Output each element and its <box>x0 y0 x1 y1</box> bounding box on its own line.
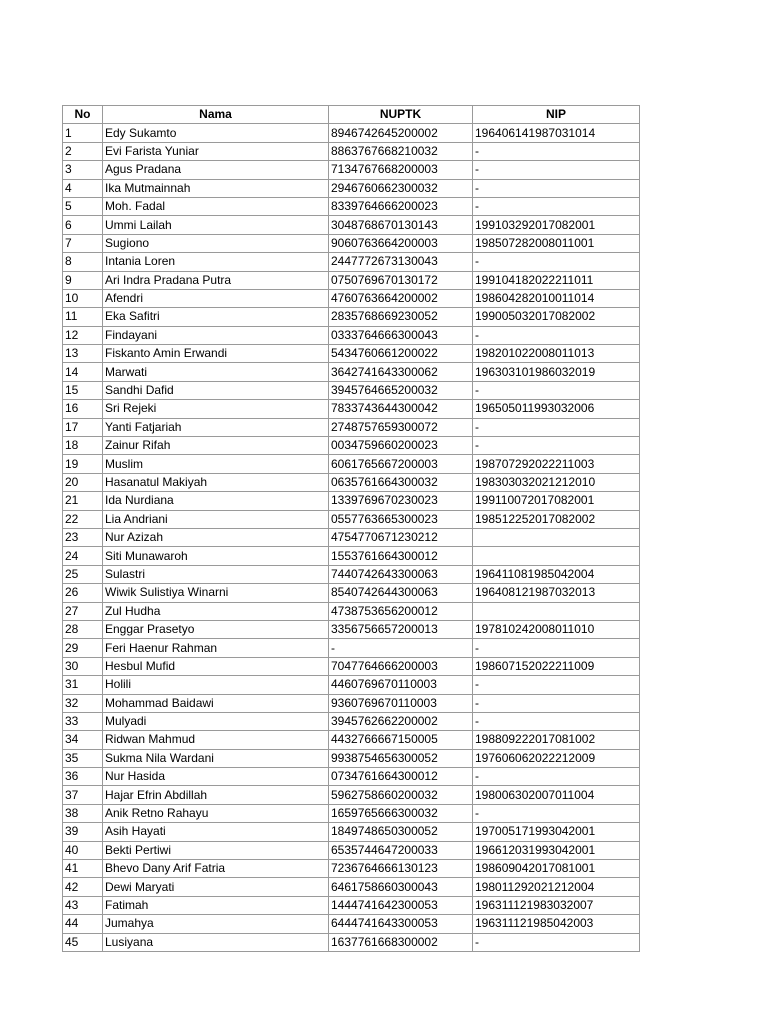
table-row <box>63 437 640 455</box>
table-row <box>63 878 640 896</box>
cell-no: 13 <box>63 345 103 363</box>
table-row <box>63 197 640 215</box>
cell-no: 15 <box>63 381 103 399</box>
cell-nip: 199103292017082001 <box>473 216 640 234</box>
cell-no: 24 <box>63 547 103 565</box>
cell-nuptk: 7236764666130123 <box>329 860 473 878</box>
table-row <box>63 179 640 197</box>
cell-nama: Sri Rejeki <box>103 400 329 418</box>
cell-no: 40 <box>63 841 103 859</box>
cell-nama: Marwati <box>103 363 329 381</box>
cell-nuptk: 0557763665300023 <box>329 510 473 528</box>
cell-nuptk: 0333764666300043 <box>329 326 473 344</box>
cell-no: 7 <box>63 234 103 252</box>
cell-nip: - <box>473 712 640 730</box>
cell-nuptk: 8339764666200023 <box>329 197 473 215</box>
cell-nip: - <box>473 326 640 344</box>
cell-nip: - <box>473 418 640 436</box>
cell-nip: 196311121985042003 <box>473 915 640 933</box>
table-row <box>63 749 640 767</box>
cell-nuptk: 1444741642300053 <box>329 896 473 914</box>
cell-nama: Mulyadi <box>103 712 329 730</box>
cell-no: 17 <box>63 418 103 436</box>
cell-nama: Agus Pradana <box>103 161 329 179</box>
cell-nip: 196408121987032013 <box>473 584 640 602</box>
table-row <box>63 860 640 878</box>
table-row <box>63 381 640 399</box>
cell-nip: - <box>473 437 640 455</box>
cell-nama: Fatimah <box>103 896 329 914</box>
cell-nuptk: 3642741643300062 <box>329 363 473 381</box>
cell-nip: 196505011993032006 <box>473 400 640 418</box>
cell-no: 36 <box>63 768 103 786</box>
cell-nuptk: 8863767668210032 <box>329 142 473 160</box>
cell-nip: - <box>473 694 640 712</box>
table-row <box>63 547 640 565</box>
cell-no: 9 <box>63 271 103 289</box>
table-row <box>63 657 640 675</box>
table-row <box>63 933 640 951</box>
cell-no: 28 <box>63 620 103 638</box>
cell-no: 22 <box>63 510 103 528</box>
table-row <box>63 161 640 179</box>
cell-nama: Lia Andriani <box>103 510 329 528</box>
cell-nuptk: 5434760661200022 <box>329 345 473 363</box>
cell-nip: 198303032021212010 <box>473 473 640 491</box>
cell-nama: Asih Hayati <box>103 823 329 841</box>
cell-no: 3 <box>63 161 103 179</box>
cell-nuptk: 6444741643300053 <box>329 915 473 933</box>
table-row <box>63 584 640 602</box>
table-row <box>63 620 640 638</box>
cell-nuptk: 2447772673130043 <box>329 253 473 271</box>
table-row <box>63 234 640 252</box>
cell-no: 23 <box>63 528 103 546</box>
cell-nama: Nur Hasida <box>103 768 329 786</box>
cell-nama: Eka Safitri <box>103 308 329 326</box>
table-row <box>63 639 640 657</box>
table-row <box>63 253 640 271</box>
cell-no: 16 <box>63 400 103 418</box>
cell-no: 19 <box>63 455 103 473</box>
cell-no: 5 <box>63 197 103 215</box>
cell-nuptk: 1849748650300052 <box>329 823 473 841</box>
cell-nama: Evi Farista Yuniar <box>103 142 329 160</box>
cell-nuptk: 3945764665200032 <box>329 381 473 399</box>
cell-nuptk: 8540742644300063 <box>329 584 473 602</box>
cell-nip <box>473 547 640 565</box>
cell-nama: Siti Munawaroh <box>103 547 329 565</box>
table-row <box>63 804 640 822</box>
cell-nip: - <box>473 142 640 160</box>
cell-nama: Afendri <box>103 289 329 307</box>
cell-nuptk: 9938754656300052 <box>329 749 473 767</box>
cell-nip: 199110072017082001 <box>473 492 640 510</box>
cell-no: 14 <box>63 363 103 381</box>
cell-nuptk: 5962758660200032 <box>329 786 473 804</box>
table-row <box>63 124 640 142</box>
cell-nip: - <box>473 768 640 786</box>
cell-no: 20 <box>63 473 103 491</box>
cell-nama: Nur Azizah <box>103 528 329 546</box>
cell-no: 4 <box>63 179 103 197</box>
cell-nama: Ummi Lailah <box>103 216 329 234</box>
table-row <box>63 896 640 914</box>
cell-nip: 197005171993042001 <box>473 823 640 841</box>
cell-nip: 198011292021212004 <box>473 878 640 896</box>
cell-nip: - <box>473 253 640 271</box>
table-row <box>63 786 640 804</box>
cell-no: 30 <box>63 657 103 675</box>
table-row <box>63 400 640 418</box>
cell-nama: Anik Retno Rahayu <box>103 804 329 822</box>
cell-no: 43 <box>63 896 103 914</box>
cell-nama: Hajar Efrin Abdillah <box>103 786 329 804</box>
cell-nip: 198607152022211009 <box>473 657 640 675</box>
cell-nip: - <box>473 804 640 822</box>
cell-nip: - <box>473 381 640 399</box>
cell-nama: Muslim <box>103 455 329 473</box>
cell-no: 37 <box>63 786 103 804</box>
table-row <box>63 768 640 786</box>
table-row <box>63 492 640 510</box>
cell-nama: Ida Nurdiana <box>103 492 329 510</box>
table-row <box>63 694 640 712</box>
cell-no: 42 <box>63 878 103 896</box>
cell-no: 2 <box>63 142 103 160</box>
cell-no: 45 <box>63 933 103 951</box>
cell-nama: Sugiono <box>103 234 329 252</box>
table-row <box>63 731 640 749</box>
table-row <box>63 271 640 289</box>
cell-nip: - <box>473 161 640 179</box>
cell-nuptk: 1553761664300012 <box>329 547 473 565</box>
cell-nama: Ika Mutmainnah <box>103 179 329 197</box>
header-nama: Nama <box>103 106 329 124</box>
cell-nama: Intania Loren <box>103 253 329 271</box>
cell-no: 31 <box>63 676 103 694</box>
cell-nuptk: 6461758660300043 <box>329 878 473 896</box>
table-row <box>63 142 640 160</box>
cell-nip: 198006302007011004 <box>473 786 640 804</box>
cell-nip: 196612031993042001 <box>473 841 640 859</box>
cell-no: 33 <box>63 712 103 730</box>
cell-nama: Ridwan Mahmud <box>103 731 329 749</box>
table-row <box>63 510 640 528</box>
cell-nuptk: 6061765667200003 <box>329 455 473 473</box>
cell-no: 11 <box>63 308 103 326</box>
cell-no: 41 <box>63 860 103 878</box>
table-row <box>63 676 640 694</box>
cell-nip: - <box>473 197 640 215</box>
cell-no: 29 <box>63 639 103 657</box>
table-row <box>63 473 640 491</box>
cell-nama: Lusiyana <box>103 933 329 951</box>
cell-no: 26 <box>63 584 103 602</box>
table-body <box>63 124 640 952</box>
cell-nuptk: 3048768670130143 <box>329 216 473 234</box>
cell-no: 6 <box>63 216 103 234</box>
cell-nip <box>473 528 640 546</box>
cell-nuptk: 3356756657200013 <box>329 620 473 638</box>
cell-nip: 196311121983032007 <box>473 896 640 914</box>
cell-nuptk: 1637761668300002 <box>329 933 473 951</box>
cell-nip: 198604282010011014 <box>473 289 640 307</box>
cell-nama: Wiwik Sulistiya Winarni <box>103 584 329 602</box>
cell-nama: Dewi Maryati <box>103 878 329 896</box>
cell-no: 1 <box>63 124 103 142</box>
cell-nip: 198512252017082002 <box>473 510 640 528</box>
cell-nama: Holili <box>103 676 329 694</box>
cell-nip: 196406141987031014 <box>473 124 640 142</box>
cell-nuptk: 4432766667150005 <box>329 731 473 749</box>
cell-no: 10 <box>63 289 103 307</box>
cell-nip: 198609042017081001 <box>473 860 640 878</box>
cell-nama: Moh. Fadal <box>103 197 329 215</box>
cell-nama: Feri Haenur Rahman <box>103 639 329 657</box>
cell-nuptk: 4760763664200002 <box>329 289 473 307</box>
cell-nuptk: 4460769670110003 <box>329 676 473 694</box>
cell-nip: 199104182022211011 <box>473 271 640 289</box>
cell-nama: Fiskanto Amin Erwandi <box>103 345 329 363</box>
cell-nama: Sulastri <box>103 565 329 583</box>
cell-nip: - <box>473 676 640 694</box>
cell-nuptk: 7440742643300063 <box>329 565 473 583</box>
table-row <box>63 216 640 234</box>
cell-no: 32 <box>63 694 103 712</box>
cell-nama: Yanti Fatjariah <box>103 418 329 436</box>
cell-nama: Enggar Prasetyo <box>103 620 329 638</box>
cell-nama: Sukma Nila Wardani <box>103 749 329 767</box>
cell-nama: Zul Hudha <box>103 602 329 620</box>
cell-nama: Bhevo Dany Arif Fatria <box>103 860 329 878</box>
cell-nuptk: 8946742645200002 <box>329 124 473 142</box>
header-row <box>63 106 640 124</box>
table-row <box>63 363 640 381</box>
cell-nip: 198201022008011013 <box>473 345 640 363</box>
cell-nip: - <box>473 639 640 657</box>
cell-nama: Jumahya <box>103 915 329 933</box>
cell-nuptk: 1339769670230023 <box>329 492 473 510</box>
table-row <box>63 308 640 326</box>
cell-nip: 199005032017082002 <box>473 308 640 326</box>
cell-nuptk: 0034759660200023 <box>329 437 473 455</box>
cell-nuptk: 7134767668200003 <box>329 161 473 179</box>
cell-no: 44 <box>63 915 103 933</box>
cell-nip: - <box>473 933 640 951</box>
cell-no: 12 <box>63 326 103 344</box>
cell-no: 34 <box>63 731 103 749</box>
cell-nuptk: 4754770671230212 <box>329 528 473 546</box>
cell-nip: 198809222017081002 <box>473 731 640 749</box>
cell-nuptk: 4738753656200012 <box>329 602 473 620</box>
cell-nip: 197606062022212009 <box>473 749 640 767</box>
cell-nuptk: 0734761664300012 <box>329 768 473 786</box>
table-row <box>63 841 640 859</box>
cell-no: 18 <box>63 437 103 455</box>
cell-no: 27 <box>63 602 103 620</box>
cell-nama: Mohammad Baidawi <box>103 694 329 712</box>
cell-no: 8 <box>63 253 103 271</box>
header-nuptk: NUPTK <box>329 106 473 124</box>
cell-nuptk: 9360769670110003 <box>329 694 473 712</box>
table-row <box>63 455 640 473</box>
staff-table <box>62 105 640 952</box>
cell-nama: Ari Indra Pradana Putra <box>103 271 329 289</box>
cell-no: 39 <box>63 823 103 841</box>
table-row <box>63 602 640 620</box>
cell-nip <box>473 602 640 620</box>
table-row <box>63 289 640 307</box>
cell-nuptk: 3945762662200002 <box>329 712 473 730</box>
cell-nama: Sandhi Dafid <box>103 381 329 399</box>
table-row <box>63 712 640 730</box>
cell-nama: Edy Sukamto <box>103 124 329 142</box>
cell-nama: Zainur Rifah <box>103 437 329 455</box>
cell-nip: 196303101986032019 <box>473 363 640 381</box>
table-row <box>63 418 640 436</box>
cell-nuptk: 2748757659300072 <box>329 418 473 436</box>
cell-nip: 198707292022211003 <box>473 455 640 473</box>
cell-nip: 198507282008011001 <box>473 234 640 252</box>
cell-no: 38 <box>63 804 103 822</box>
table-row <box>63 565 640 583</box>
cell-nuptk: 6535744647200033 <box>329 841 473 859</box>
cell-nuptk: 0750769670130172 <box>329 271 473 289</box>
table-row <box>63 345 640 363</box>
cell-nama: Bekti Pertiwi <box>103 841 329 859</box>
cell-nip: 196411081985042004 <box>473 565 640 583</box>
cell-no: 21 <box>63 492 103 510</box>
cell-nuptk: - <box>329 639 473 657</box>
cell-nuptk: 1659765666300032 <box>329 804 473 822</box>
cell-nama: Findayani <box>103 326 329 344</box>
table-row <box>63 823 640 841</box>
table-row <box>63 528 640 546</box>
table-row <box>63 326 640 344</box>
cell-nuptk: 2835768669230052 <box>329 308 473 326</box>
cell-nuptk: 9060763664200003 <box>329 234 473 252</box>
cell-nip: 197810242008011010 <box>473 620 640 638</box>
cell-nuptk: 2946760662300032 <box>329 179 473 197</box>
table-row <box>63 915 640 933</box>
header-no: No <box>63 106 103 124</box>
cell-nuptk: 7833743644300042 <box>329 400 473 418</box>
cell-nama: Hasanatul Makiyah <box>103 473 329 491</box>
cell-nuptk: 7047764666200003 <box>329 657 473 675</box>
header-nip: NIP <box>473 106 640 124</box>
cell-nuptk: 0635761664300032 <box>329 473 473 491</box>
cell-no: 25 <box>63 565 103 583</box>
cell-no: 35 <box>63 749 103 767</box>
cell-nama: Hesbul Mufid <box>103 657 329 675</box>
cell-nip: - <box>473 179 640 197</box>
